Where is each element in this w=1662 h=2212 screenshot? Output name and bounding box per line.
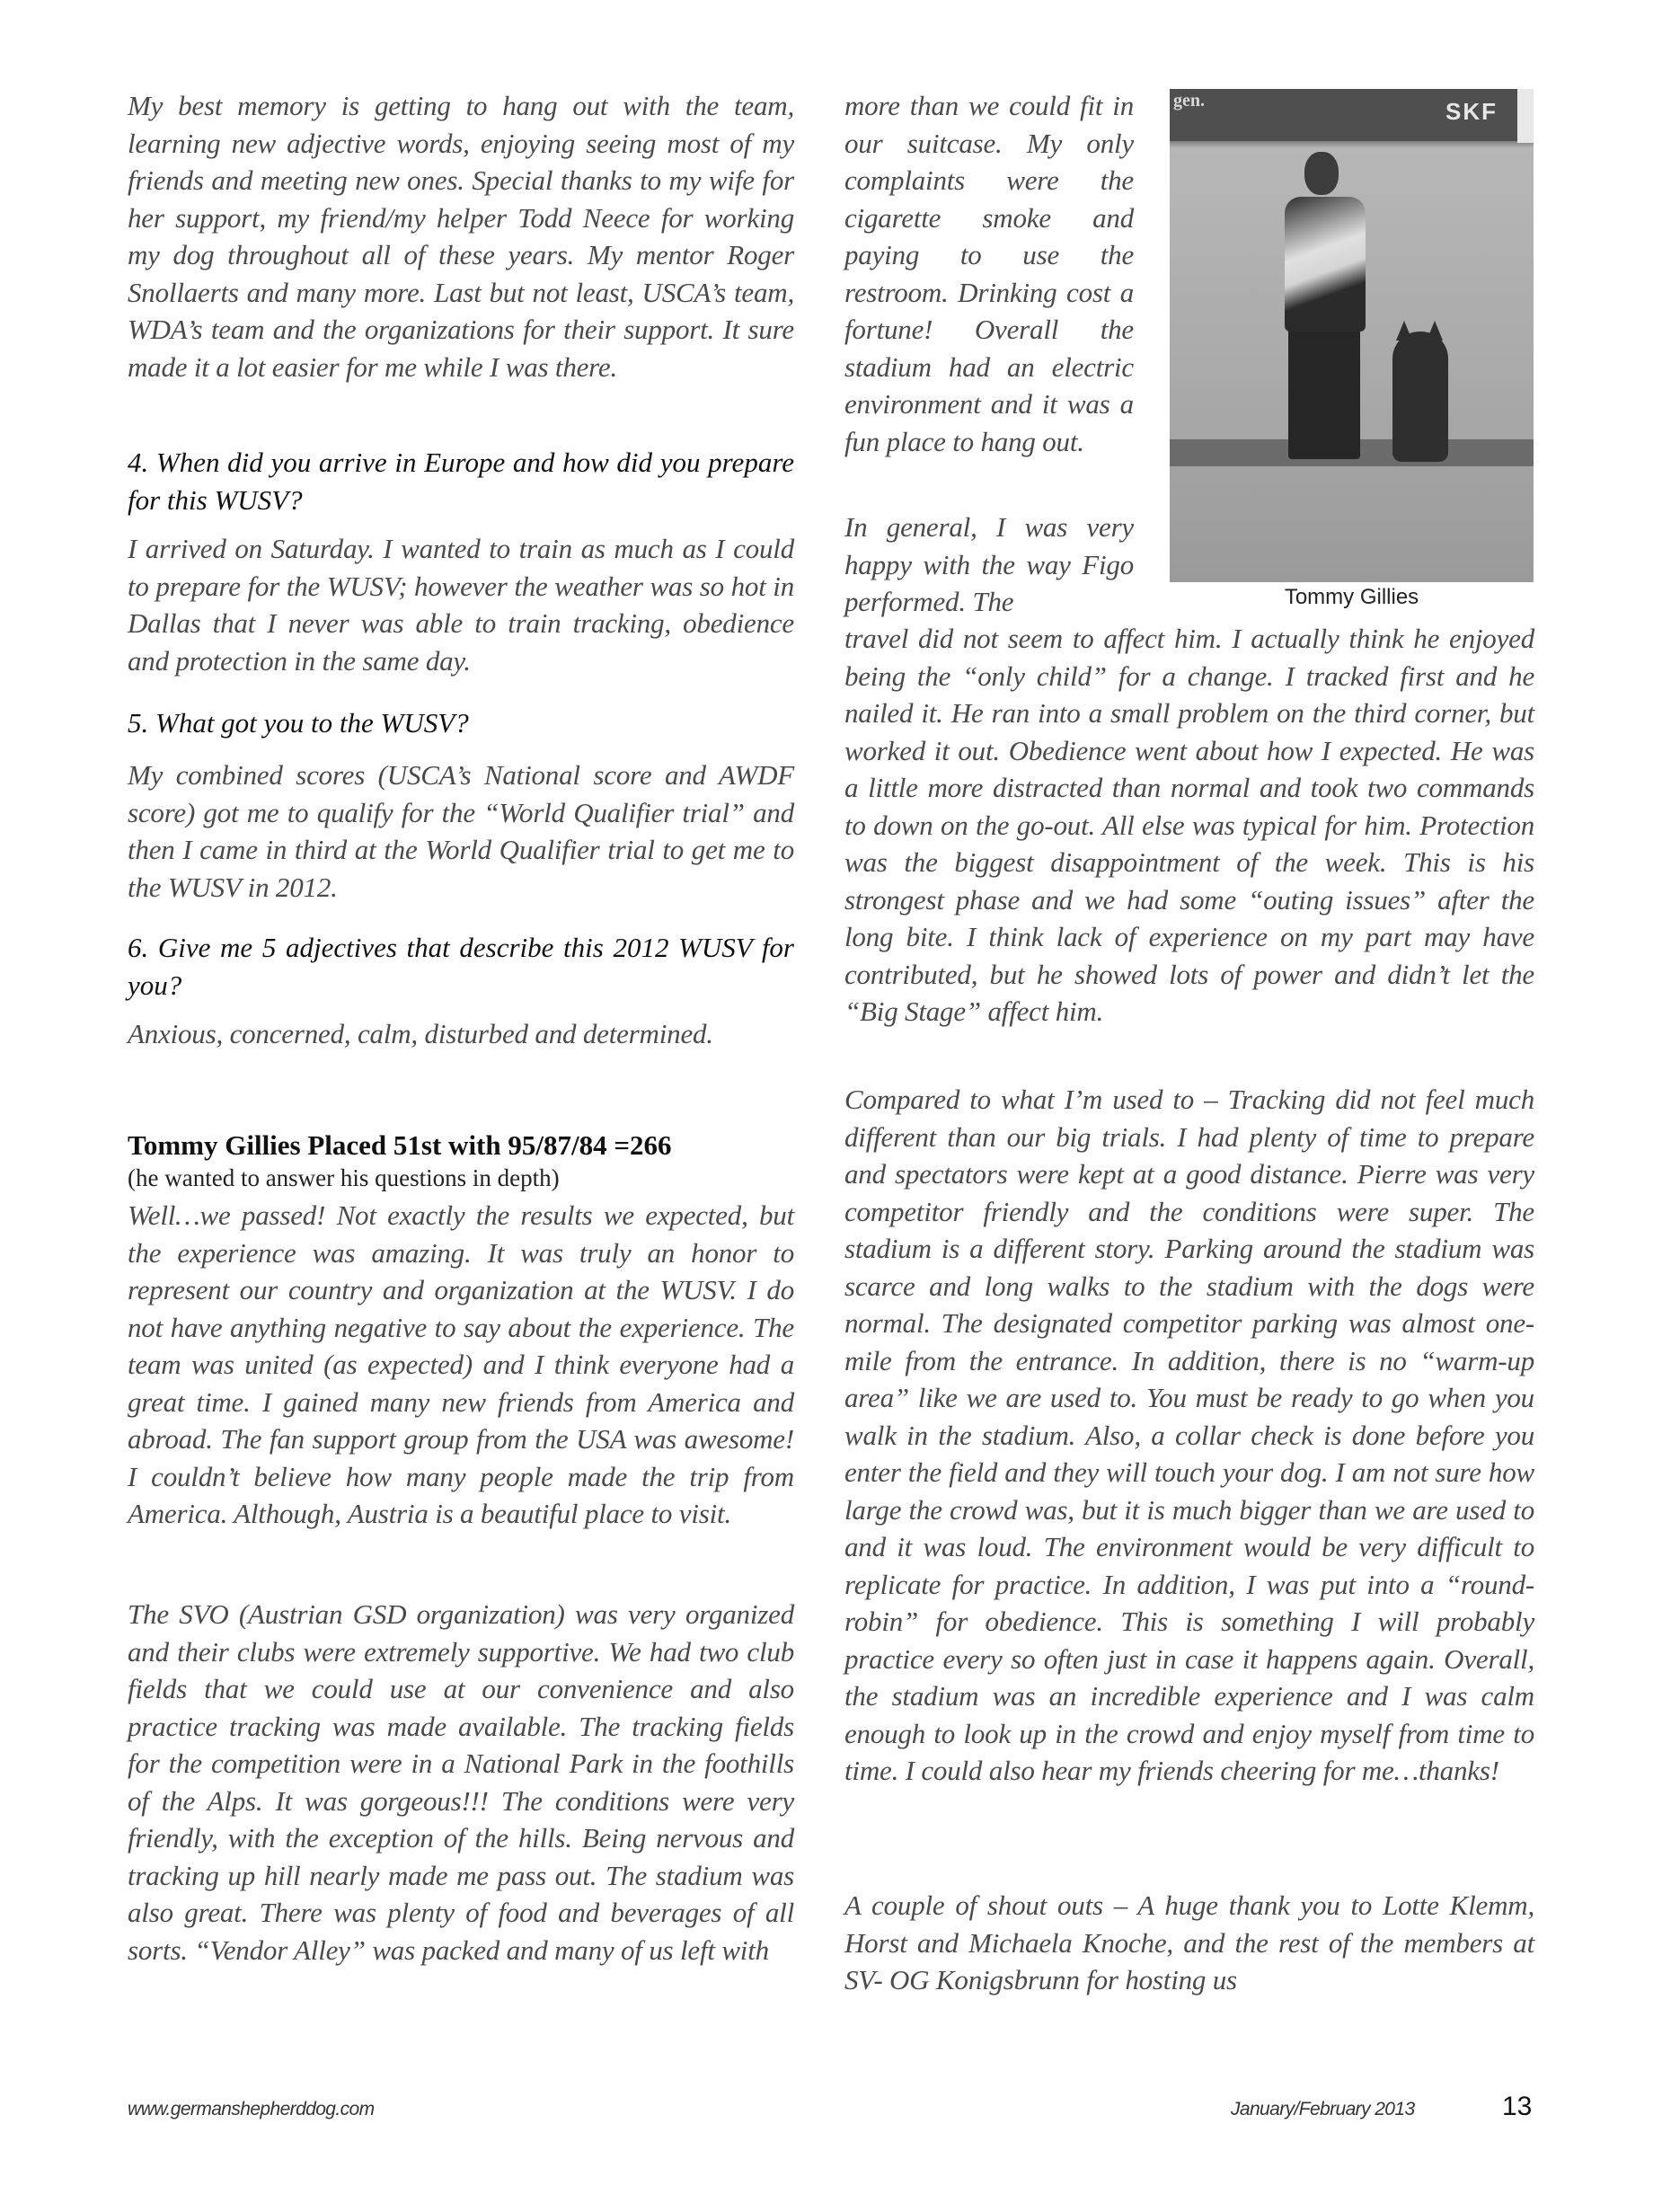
page-number: 13 [1502, 2092, 1533, 2121]
intro-paragraph: My best memory is getting to hang out with the team, learning new adjective words, enjoying seeing most of my friends and meeting new ones. Special thanks to my wife for her support, my friend/my helper Todd Neece for working my dog throughout all of these years. My mentor Roger Snollaerts and many more. Last but not least, USCA’s team, WDA’s team and the organizations for their support. It sure made it a lot easier for me while I was there. [128, 90, 794, 383]
question-6-heading: 6. Give me 5 adjectives that describe this 2012 WUSV for you? [128, 932, 794, 1001]
person-figure-legs [1288, 324, 1360, 459]
photo-tommy-gillies-with-dog [1170, 89, 1534, 582]
footer-issue-date: January/February 2013 [1231, 2099, 1415, 2119]
footer-website-link[interactable]: www.germanshepherddog.com [128, 2099, 375, 2119]
question-4-heading: 4. When did you arrive in Europe and how did you prepare for this WUSV? [128, 447, 794, 516]
tommy-paragraph-1: Well…we passed! Not exactly the results we expected, but the experience was amazing. It was truly an honor to represent our country and organization at the WUSV. I do not have anything negative to say about the experience. The team was united (as expected) and I think everyone had a great time. I gained many new friends from America and abroad. The fan support group from the USA was awesome! I couldn’t believe how many people made the trip from America. Although, Austria is a beautiful place to visit. [128, 1199, 794, 1529]
right-paragraph-2: travel did not seem to affect him. I actually think he enjoyed being the “only child” for a change. I tracked first and he nailed it. He ran into a small problem on the third corner, but worked it out. Obedience went about how I expected. He was a little more distracted than normal and took two commands to down on the go-out. All else was typical for him. Protection was the biggest disappointment of the week. This is his strongest phase and we had some “outing issues” after the long bite. I think lack of experience on my part may have contributed, but he showed lots of power and didn’t let the “Big Stage” affect him. [844, 623, 1534, 1027]
answer-5-paragraph: My combined scores (USCA’s National score and AWDF score) got me to qualify for the “World Qualifier trial” and then I came in third at the World Qualifier trial to get me to the WUSV in 2012. [128, 759, 794, 903]
right-paragraph-1: more than we could fit in our suitcase. My only complaints were the cigarette smoke and paying to use the restroom. Drinking cost a fortune! Overall the stadium had an electric environment and it was a fun place to hang out. [844, 90, 1134, 457]
right-paragraph-2-wrapped: In general, I was very happy with the way Figo performed. The [844, 511, 1134, 617]
right-paragraph-4: A couple of shout outs – A huge thank you to Lotte Klemm, Horst and Michaela Knoche, and the rest of the members at SV- OG Konigsbrunn for hosting us [844, 1889, 1534, 1995]
right-paragraph-3: Compared to what I’m used to – Tracking did not feel much different than our big trials. I had plenty of time to prepare and spectators were kept at a good distance. Pierre was very competitor friendly and the conditions were super. The stadium is a different story. Parking around the stadium was scarce and long walks to the stadium with the dogs were normal. The designated competitor parking was almost one-mile from the entrance. In addition, there is no “warm-up area” like we are used to. You must be ready to go when you walk in the stadium. Also, a collar check is done before you enter the field and they will touch your dog. I am not sure how large the crowd was, but it is much bigger than we are used to and it was loud. The environment would be very difficult to replicate for practice. In addition, I was put into a “round-robin” for obedience. This is something I will probably practice every so often just in case it happens again. Overall, the stadium was an incredible experience and I was calm enough to look up in the crowd and enjoy myself from time to time. I could also hear my friends cheering for me…thanks! [844, 1084, 1534, 1786]
tommy-paragraph-2: The SVO (Austrian GSD organization) was very organized and their clubs were extremely supportive. We had two club fields that we could use at our convenience and also practice tracking was made available. The tracking fields for the competition were in a National Park in the foothills of the Alps. It was gorgeous!!! The conditions were very friendly, with the exception of the hills. Being nervous and tracking up hill nearly made me pass out. The stadium was also great. There was plenty of food and beverages of all sorts. “Vendor Alley” was packed and many of us left with [128, 1598, 794, 1966]
photo-caption: Tommy Gillies [1284, 585, 1419, 609]
stadium-pillar [1517, 89, 1534, 143]
question-5-heading: 5. What got you to the WUSV? [128, 707, 469, 739]
banner-sponsor-logo: SKF [1445, 98, 1498, 125]
banner-text-left: gen. [1173, 91, 1205, 111]
answer-6-paragraph: Anxious, concerned, calm, disturbed and determined. [128, 1018, 713, 1049]
section-heading: Tommy Gillies Placed 51st with 95/87/84 =266 [128, 1129, 672, 1161]
dog-figure [1392, 332, 1448, 462]
person-figure-head [1304, 152, 1339, 195]
answer-4-paragraph: I arrived on Saturday. I wanted to train as much as I could to prepare for the WUSV; however the weather was so hot in Dallas that I never was able to train tracking, obedience and protection in the same day. [128, 533, 794, 677]
person-figure-body [1285, 197, 1366, 332]
section-subheading: (he wanted to answer his questions in depth) [128, 1164, 560, 1191]
